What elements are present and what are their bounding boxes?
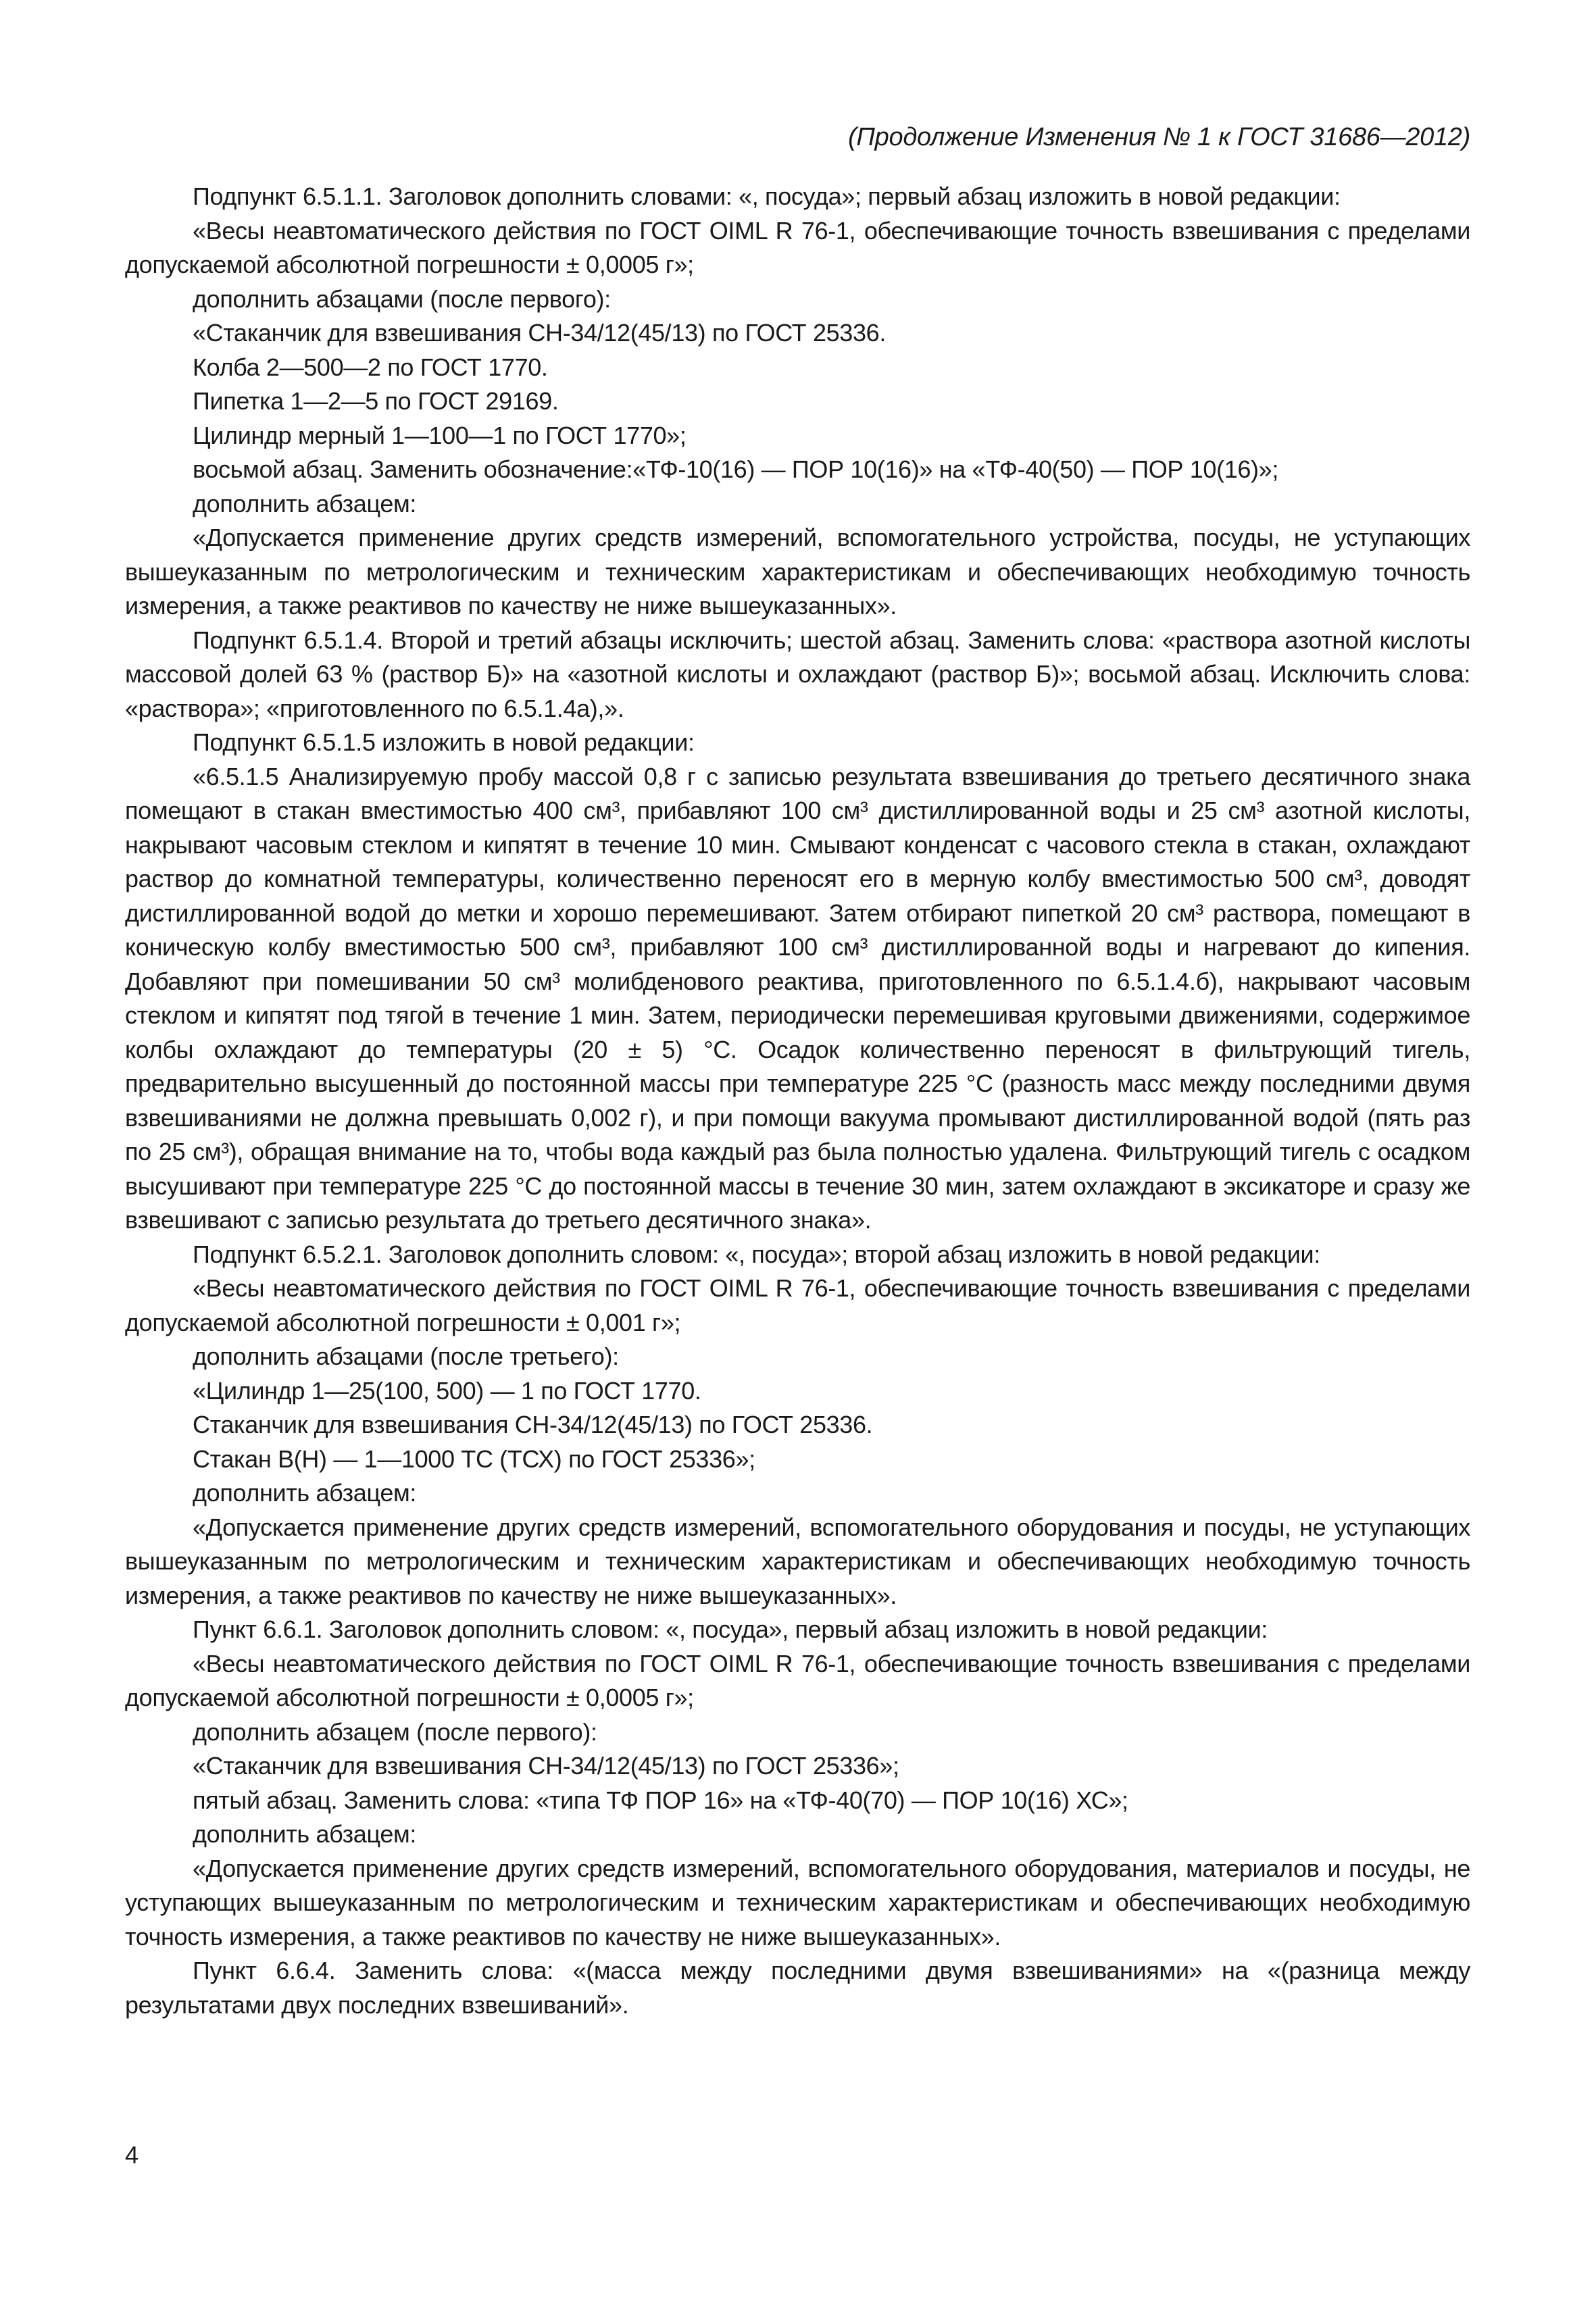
paragraph: «Допускается применение других средств измерений, вспомогательного устройства, посуды, не уступающих вышеуказанным по метрологическим и техническим характеристикам и обеспечивающих необходимую точность измерения, а также реактивов по качеству не ниже вышеуказанных». xyxy=(125,524,1470,620)
page-number: 4 xyxy=(125,2141,139,2169)
paragraph: Подпункт 6.5.2.1. Заголовок дополнить словом: «, посуда»; второй абзац изложить в новой редакции: xyxy=(193,1240,1320,1268)
paragraph: Колба 2—500—2 по ГОСТ 1770. xyxy=(193,353,548,381)
paragraph: «Допускается применение других средств измерений, вспомогательного оборудования, материалов и посуды, не уступающих вышеуказанным по метрологическим и техническим характеристикам и обеспечивающих необходимую точность измерения, а также реактивов по качеству не ниже вышеуказанных». xyxy=(125,1854,1470,1951)
paragraph: дополнить абзацами (после первого): xyxy=(193,284,611,313)
paragraph: дополнить абзацем: xyxy=(193,1820,417,1848)
paragraph: «Допускается применение других средств измерений, вспомогательного оборудования и посуды, не уступающих вышеуказанным по метрологическим и техническим характеристикам и обеспечивающих необходимую точность измерения, а также реактивов по качеству не ниже вышеуказанных». xyxy=(125,1513,1470,1609)
paragraph: Подпункт 6.5.1.4. Второй и третий абзацы исключить; шестой абзац. Заменить слова: «раствора азотной кислоты массовой долей 63 % (раствор Б)» на «азотной кислоты и охлаждают (раствор Б)»; восьмой абзац. Исключить слова: «раствора»; «приготовленного по 6.5.1.4а),». xyxy=(125,626,1470,722)
paragraph: восьмой абзац. Заменить обозначение:«ТФ-10(16) — ПОР 10(16)» на «ТФ-40(50) — ПОР 10(16)»; xyxy=(193,455,1279,483)
paragraph: «Стаканчик для взвешивания СН-34/12(45/13) по ГОСТ 25336»; xyxy=(193,1752,899,1780)
paragraph: пятый абзац. Заменить слова: «типа ТФ ПОР 16» на «ТФ-40(70) — ПОР 10(16) ХС»; xyxy=(193,1786,1128,1814)
paragraph: «Весы неавтоматического действия по ГОСТ OIML R 76-1, обеспечивающие точность взвешивания с пределами допускаемой абсолютной погрешности ± 0,001 г»; xyxy=(125,1274,1470,1336)
continuation-header: (Продолжение Изменения № 1 к ГОСТ 31686—2012) xyxy=(848,123,1470,151)
paragraph: «Стаканчик для взвешивания СН-34/12(45/13) по ГОСТ 25336. xyxy=(193,319,886,347)
paragraph: дополнить абзацем: xyxy=(193,489,417,518)
paragraph: Стакан В(Н) — 1—1000 ТС (ТСХ) по ГОСТ 25336»; xyxy=(193,1444,755,1473)
paragraph: Пипетка 1—2—5 по ГОСТ 29169. xyxy=(193,387,559,415)
paragraph: «Весы неавтоматического действия по ГОСТ OIML R 76-1, обеспечивающие точность взвешивания с пределами допускаемой абсолютной погрешности ± 0,0005 г»; xyxy=(125,216,1470,278)
paragraph: Стаканчик для взвешивания СН-34/12(45/13) по ГОСТ 25336. xyxy=(193,1411,873,1438)
document-body xyxy=(125,180,1470,2022)
paragraph: «Весы неавтоматического действия по ГОСТ OIML R 76-1, обеспечивающие точность взвешивания с пределами допускаемой абсолютной погрешности ± 0,0005 г»; xyxy=(125,1649,1470,1711)
paragraph: Цилиндр мерный 1—100—1 по ГОСТ 1770»; xyxy=(193,421,687,449)
paragraph: дополнить абзацем: xyxy=(193,1479,417,1507)
paragraph: Подпункт 6.5.1.5 изложить в новой редакции: xyxy=(193,728,695,756)
paragraph: Пункт 6.6.4. Заменить слова: «(масса между последними двумя взвешиваниями» на «(разница между результатами двух последних взвешиваний». xyxy=(125,1957,1470,2019)
paragraph: «6.5.1.5 Анализируемую пробу массой 0,8 г с записью результата взвешивания до третьего десятичного знака помещают в стакан вместимостью 400 см³, прибавляют 100 см³ дистиллированной воды и 25 см³ азотной кислоты, накрывают часовым стеклом и кипятят в течение 10 мин. Смывают конденсат с часового стекла в стакан, охлаждают раствор до комнатной температуры, количественно переносят его в мерную колбу вместимостью 500 см³, доводят дистиллированной водой до метки и хорошо перемешивают. Затем отбирают пипеткой 20 см³ раствора, помещают в коническую колбу вместимостью 500 см³, прибавляют 100 см³ дистиллированной воды и нагревают до кипения. Добавляют при помешивании 50 см³ молибденового реактива, приготовленного по 6.5.1.4.б), накрывают часовым стеклом и кипятят под тягой в течение 1 мин. Затем, периодически перемешивая круговыми движениями, содержимое колбы охлаждают до температуры (20 ± 5) °С. Осадок количественно переносят в фильтрующий тигель, предварительно высушенный до постоянной массы при температуре 225 °С (разность масс между последними двумя взвешиваниями не должна превышать 0,002 г), и при помощи вакуума промывают дистиллированной водой (пять раз по 25 см³), обращая внимание на то, чтобы вода каждый раз была полностью удалена. Фильтрующий тигель с осадком высушивают при температуре 225 °С до постоянной массы в течение 30 мин, затем охлаждают в эксикаторе и сразу же взвешивают с записью результата до третьего десятичного знака». xyxy=(125,762,1470,1234)
paragraph: дополнить абзацами (после третьего): xyxy=(193,1342,619,1370)
paragraph: дополнить абзацем (после первого): xyxy=(193,1717,597,1746)
paragraph: Подпункт 6.5.1.1. Заголовок дополнить словами: «, посуда»; первый абзац изложить в новой редакции: xyxy=(193,182,1341,210)
paragraph: «Цилиндр 1—25(100, 500) — 1 по ГОСТ 1770. xyxy=(193,1376,701,1405)
paragraph: Пункт 6.6.1. Заголовок дополнить словом: «, посуда», первый абзац изложить в новой редакции: xyxy=(193,1615,1268,1643)
